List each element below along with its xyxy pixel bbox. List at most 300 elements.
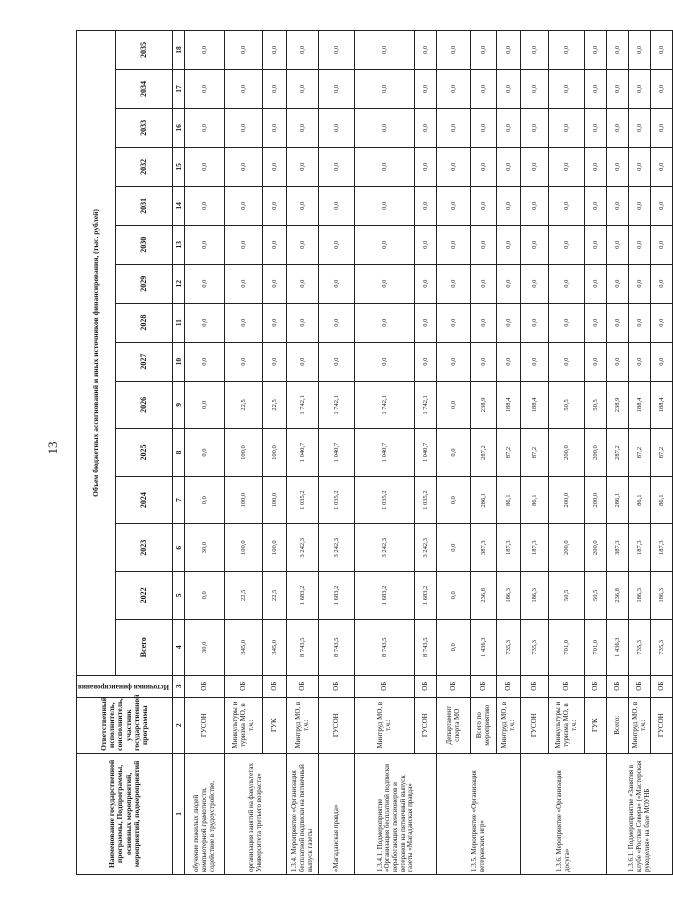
row-value: 22,5 [225, 381, 263, 429]
row-value: 8 743,5 [287, 619, 319, 675]
row-value: 0,0 [415, 303, 437, 342]
row-value: 0,0 [287, 264, 319, 303]
row-value: 0,0 [415, 264, 437, 303]
row-value: 0,0 [549, 225, 585, 264]
row-value: 0,0 [319, 264, 355, 303]
row-value: 0,0 [437, 186, 471, 225]
row-value: 0,0 [549, 31, 585, 70]
column-number: 5 [173, 572, 185, 620]
table-row [629, 31, 651, 875]
header-year: 2024 [116, 476, 173, 524]
row-value: 100,0 [263, 476, 287, 524]
row-value: 50,5 [549, 381, 585, 429]
row-value: 0,0 [497, 225, 521, 264]
row-value: 0,0 [471, 186, 497, 225]
row-value: 22,5 [225, 572, 263, 620]
row-value: 0,0 [319, 69, 355, 108]
row-value: 238,9 [471, 381, 497, 429]
row-value: 0,0 [607, 342, 629, 381]
row-value: 0,0 [319, 342, 355, 381]
row-value: 186,3 [629, 572, 651, 620]
row-value: 0,0 [607, 186, 629, 225]
row-value: 188,4 [521, 381, 549, 429]
row-value: 387,3 [471, 524, 497, 572]
row-value: 0,0 [585, 108, 607, 147]
row-executor: ГУСОН [185, 697, 225, 753]
column-number: 11 [173, 303, 185, 342]
column-number: 12 [173, 264, 185, 303]
table-row [549, 31, 585, 875]
row-value: 1 040,7 [287, 429, 319, 477]
row-value: 3 242,3 [319, 524, 355, 572]
row-value: 188,4 [651, 381, 673, 429]
row-value: 50,5 [585, 572, 607, 620]
column-number: 13 [173, 225, 185, 264]
row-value: 0,0 [355, 303, 415, 342]
row-value: 22,5 [263, 572, 287, 620]
row-value: 200,0 [585, 429, 607, 477]
row-value: 200,0 [549, 476, 585, 524]
row-value: 0,0 [437, 303, 471, 342]
row-value: 0,0 [585, 186, 607, 225]
row-value: 735,3 [497, 619, 521, 675]
row-value: 0,0 [651, 69, 673, 108]
header-year: 2023 [116, 524, 173, 572]
column-number: 6 [173, 524, 185, 572]
row-value: 0,0 [437, 108, 471, 147]
row-value: 0,0 [319, 108, 355, 147]
row-source: ОБ [319, 675, 355, 697]
row-value: 0,0 [355, 186, 415, 225]
table-row [225, 31, 263, 875]
row-value: 50,5 [549, 572, 585, 620]
row-value: 0,0 [549, 108, 585, 147]
row-value: 188,4 [629, 381, 651, 429]
row-value: 0,0 [225, 69, 263, 108]
header-year: 2032 [116, 147, 173, 186]
row-value: 0,0 [497, 31, 521, 70]
row-value: 200,0 [549, 429, 585, 477]
row-value: 0,0 [319, 225, 355, 264]
table-row [287, 31, 319, 875]
row-executor: Минтруд МО, в т.ч.: [629, 697, 651, 753]
column-number: 14 [173, 186, 185, 225]
row-value: 0,0 [607, 69, 629, 108]
row-value: 86,1 [629, 476, 651, 524]
column-number: 9 [173, 381, 185, 429]
header-year: 2030 [116, 225, 173, 264]
row-value: 0,0 [287, 225, 319, 264]
row-value: 1 742,1 [287, 381, 319, 429]
row-value: 0,0 [437, 619, 471, 675]
header-year: 2035 [116, 31, 173, 70]
column-number: 8 [173, 429, 185, 477]
row-source: ОБ [355, 675, 415, 697]
row-value: 187,3 [651, 524, 673, 572]
row-value: 236,8 [471, 572, 497, 620]
row-value: 0,0 [437, 264, 471, 303]
row-value: 0,0 [355, 31, 415, 70]
row-value: 0,0 [437, 342, 471, 381]
row-value: 0,0 [415, 342, 437, 381]
row-value: 0,0 [225, 264, 263, 303]
row-executor: Минтруд МО, в т.ч.: [497, 697, 521, 753]
table-row [185, 31, 225, 875]
column-numbers-row [173, 31, 185, 875]
row-value: 87,2 [497, 429, 521, 477]
row-value: 0,0 [651, 303, 673, 342]
row-value: 0,0 [629, 186, 651, 225]
row-value: 0,0 [629, 303, 651, 342]
row-executor: Всего: [607, 697, 629, 753]
header-name: Наименование государственной программы, Подпрограммы, основных мероприятий, мероприятий, подмероприятий [77, 753, 173, 874]
row-value: 0,0 [629, 31, 651, 70]
row-value: 1 035,2 [319, 476, 355, 524]
row-value: 0,0 [185, 303, 225, 342]
row-value: 0,0 [471, 225, 497, 264]
row-value: 0,0 [225, 31, 263, 70]
row-value: 0,0 [437, 225, 471, 264]
row-value: 735,3 [629, 619, 651, 675]
row-source: ОБ [263, 675, 287, 697]
row-value: 0,0 [471, 69, 497, 108]
row-value: 238,9 [607, 381, 629, 429]
row-value: 0,0 [287, 31, 319, 70]
row-value: 0,0 [521, 264, 549, 303]
row-value: 0,0 [263, 264, 287, 303]
row-value: 87,2 [629, 429, 651, 477]
row-value: 0,0 [437, 572, 471, 620]
row-value: 0,0 [521, 342, 549, 381]
row-value: 1 436,3 [471, 619, 497, 675]
row-value: 0,0 [607, 31, 629, 70]
row-name: 1.3.5. Мероприятие «Организация ветеранских игр» [437, 753, 521, 874]
header-year: 2022 [116, 572, 173, 620]
header-year: 2028 [116, 303, 173, 342]
row-value: 0,0 [629, 264, 651, 303]
row-value: 0,0 [651, 186, 673, 225]
row-value: 0,0 [185, 147, 225, 186]
row-value: 0,0 [521, 69, 549, 108]
row-value: 0,0 [585, 31, 607, 70]
row-value: 1 742,1 [319, 381, 355, 429]
row-value: 0,0 [607, 147, 629, 186]
row-value: 1 742,1 [415, 381, 437, 429]
row-value: 0,0 [437, 429, 471, 477]
row-value: 22,5 [263, 381, 287, 429]
row-value: 86,1 [521, 476, 549, 524]
header-executor: Ответственный исполнитель, соисполнитель, участник государственной программы [77, 697, 173, 753]
row-value: 0,0 [185, 264, 225, 303]
row-value: 200,0 [585, 476, 607, 524]
row-value: 0,0 [497, 186, 521, 225]
row-executor: ГУК [263, 697, 287, 753]
row-value: 0,0 [225, 225, 263, 264]
header-year: 2034 [116, 69, 173, 108]
row-value: 0,0 [549, 342, 585, 381]
row-value: 0,0 [497, 342, 521, 381]
column-number: 1 [173, 753, 185, 874]
row-executor: ГУСОН [319, 697, 355, 753]
row-executor: ГУСОН [415, 697, 437, 753]
row-value: 0,0 [521, 147, 549, 186]
row-value: 0,0 [437, 147, 471, 186]
row-value: 0,0 [651, 342, 673, 381]
row-value: 200,0 [549, 524, 585, 572]
row-value: 0,0 [471, 31, 497, 70]
row-value: 0,0 [185, 476, 225, 524]
row-source: ОБ [651, 675, 673, 697]
row-value: 0,0 [651, 225, 673, 264]
table-row [521, 31, 549, 875]
column-number: 7 [173, 476, 185, 524]
row-source: ОБ [225, 675, 263, 697]
row-value: 0,0 [225, 108, 263, 147]
row-executor: Минтруд МО, в т.ч.: [355, 697, 415, 753]
row-value: 0,0 [549, 147, 585, 186]
row-value: 87,2 [521, 429, 549, 477]
row-value: 0,0 [521, 303, 549, 342]
row-name: 1.3.4.1. Подмероприятие «Организация бесплатной подписки неработающих пенсионеров и ветеранов на пятничный выпуск газеты «Магаданская правда» [355, 753, 437, 874]
row-value: 186,3 [651, 572, 673, 620]
header-total: Всего [116, 619, 173, 675]
row-value: 0,0 [355, 108, 415, 147]
row-value: 735,3 [521, 619, 549, 675]
row-value: 0,0 [319, 186, 355, 225]
row-value: 735,3 [651, 619, 673, 675]
row-value: 1 742,1 [355, 381, 415, 429]
row-value: 1 035,2 [355, 476, 415, 524]
row-name: обучение пожилых людей компьютерной грамотности, содействие в трудоустройстве, [185, 753, 225, 874]
row-value: 100,0 [263, 429, 287, 477]
row-value: 0,0 [629, 342, 651, 381]
row-value: 0,0 [607, 264, 629, 303]
row-value: 86,1 [497, 476, 521, 524]
table-row [437, 31, 471, 875]
column-number: 4 [173, 619, 185, 675]
row-executor: Департамент спорта МО [437, 697, 471, 753]
budget-table [76, 30, 673, 875]
row-source: ОБ [521, 675, 549, 697]
row-value: 0,0 [287, 108, 319, 147]
row-value: 0,0 [263, 225, 287, 264]
column-number: 10 [173, 342, 185, 381]
row-value: 701,0 [585, 619, 607, 675]
row-value: 3 242,3 [415, 524, 437, 572]
rotated-table-container [76, 30, 666, 875]
table-body [185, 31, 673, 875]
row-value: 3 242,3 [287, 524, 319, 572]
row-value: 0,0 [437, 381, 471, 429]
row-value: 0,0 [497, 303, 521, 342]
row-name: «Магаданская правда» [319, 753, 355, 874]
row-value: 0,0 [263, 186, 287, 225]
header-year: 2031 [116, 186, 173, 225]
column-number: 17 [173, 69, 185, 108]
row-value: 0,0 [521, 225, 549, 264]
row-value: 200,0 [585, 524, 607, 572]
table-row [607, 31, 629, 875]
row-value: 100,0 [225, 524, 263, 572]
row-value: 0,0 [521, 186, 549, 225]
row-value: 1 035,2 [415, 476, 437, 524]
row-value: 0,0 [185, 342, 225, 381]
row-value: 0,0 [415, 186, 437, 225]
row-value: 0,0 [263, 69, 287, 108]
row-value: 0,0 [263, 31, 287, 70]
row-value: 0,0 [263, 147, 287, 186]
row-value: 0,0 [437, 69, 471, 108]
row-value: 0,0 [437, 31, 471, 70]
row-executor: ГУК [585, 697, 607, 753]
row-executor: Минкультуры и туризма МО, в т.ч.: [549, 697, 585, 753]
header-volume: Объем бюджетных ассигнований и иных источников финансирования, (тыс. рублей) [77, 31, 116, 676]
row-value: 186,3 [497, 572, 521, 620]
table-row [471, 31, 497, 875]
row-value: 0,0 [651, 264, 673, 303]
row-value: 0,0 [585, 225, 607, 264]
row-name: организация занятий на факультетах Университета третьего возраста» [225, 753, 287, 874]
row-value: 1 040,7 [319, 429, 355, 477]
header-year: 2029 [116, 264, 173, 303]
column-number: 16 [173, 108, 185, 147]
row-value: 287,2 [471, 429, 497, 477]
row-source: ОБ [497, 675, 521, 697]
row-value: 30,0 [185, 619, 225, 675]
row-value: 0,0 [549, 303, 585, 342]
row-executor: Всего по мероприятию [471, 697, 497, 753]
row-value: 0,0 [629, 108, 651, 147]
table-row [415, 31, 437, 875]
row-value: 0,0 [287, 186, 319, 225]
row-value: 0,0 [521, 31, 549, 70]
row-executor: ГУСОН [651, 697, 673, 753]
header-year: 2033 [116, 108, 173, 147]
row-source: ОБ [415, 675, 437, 697]
row-value: 0,0 [651, 31, 673, 70]
row-value: 1 040,7 [415, 429, 437, 477]
row-executor: Минкультуры и туризма МО, в т.ч.: [225, 697, 263, 753]
column-number: 15 [173, 147, 185, 186]
row-source: ОБ [629, 675, 651, 697]
table-row [585, 31, 607, 875]
row-value: 287,2 [607, 429, 629, 477]
row-value: 0,0 [225, 303, 263, 342]
row-value: 0,0 [471, 264, 497, 303]
row-value: 1 436,3 [607, 619, 629, 675]
row-value: 0,0 [607, 108, 629, 147]
page-number: 13 [45, 441, 60, 455]
row-value: 0,0 [607, 225, 629, 264]
row-value: 0,0 [319, 303, 355, 342]
row-value: 0,0 [549, 264, 585, 303]
header-source [77, 675, 173, 697]
row-value: 1 040,7 [355, 429, 415, 477]
row-value: 0,0 [651, 108, 673, 147]
row-source: ОБ [607, 675, 629, 697]
row-value: 0,0 [415, 147, 437, 186]
row-value: 0,0 [415, 31, 437, 70]
table-row [263, 31, 287, 875]
row-value: 0,0 [585, 342, 607, 381]
row-name: 1.3.6. Мероприятие «Организация досуга» [521, 753, 607, 874]
row-value: 1 683,2 [415, 572, 437, 620]
row-value: 0,0 [497, 147, 521, 186]
table-row [497, 31, 521, 875]
row-value: 186,3 [521, 572, 549, 620]
header-year: 2025 [116, 429, 173, 477]
row-value: 0,0 [437, 476, 471, 524]
row-value: 8 743,5 [319, 619, 355, 675]
row-value: 0,0 [415, 225, 437, 264]
row-executor: Минтруд МО, в т.ч.: [287, 697, 319, 753]
row-source: ОБ [471, 675, 497, 697]
row-value: 0,0 [263, 303, 287, 342]
row-source: ОБ [287, 675, 319, 697]
header-year: 2026 [116, 381, 173, 429]
row-name: 1.3.4. Мероприятие «Организация бесплатной подписки на пятничный выпуск газеты [287, 753, 319, 874]
row-value: 0,0 [185, 31, 225, 70]
row-value: 0,0 [585, 147, 607, 186]
row-value: 0,0 [585, 264, 607, 303]
row-value: 187,3 [521, 524, 549, 572]
row-value: 0,0 [549, 186, 585, 225]
row-name: 1.3.6.1. Подмероприятие «Занятия в клубе «Ростки Севера» («Мастерская рукоделия» на базе МОУНБ [607, 753, 673, 874]
table-row [355, 31, 415, 875]
row-value: 1 035,2 [287, 476, 319, 524]
header-source-label: Источники финансирования [78, 683, 169, 692]
row-value: 0,0 [319, 31, 355, 70]
row-value: 0,0 [185, 225, 225, 264]
row-value: 0,0 [185, 69, 225, 108]
row-value: 0,0 [521, 108, 549, 147]
row-value: 8 743,5 [355, 619, 415, 675]
row-value: 0,0 [415, 69, 437, 108]
row-value: 0,0 [549, 69, 585, 108]
row-value: 0,0 [651, 147, 673, 186]
row-value: 0,0 [287, 69, 319, 108]
row-value: 1 683,2 [319, 572, 355, 620]
row-value: 0,0 [355, 147, 415, 186]
row-value: 0,0 [629, 147, 651, 186]
row-value: 0,0 [185, 572, 225, 620]
row-value: 0,0 [585, 69, 607, 108]
row-value: 100,0 [225, 429, 263, 477]
row-value: 188,4 [497, 381, 521, 429]
row-value: 0,0 [263, 342, 287, 381]
row-value: 0,0 [185, 381, 225, 429]
row-value: 0,0 [497, 69, 521, 108]
row-value: 0,0 [471, 147, 497, 186]
row-value: 0,0 [629, 225, 651, 264]
row-value: 0,0 [497, 108, 521, 147]
column-number: 2 [173, 697, 185, 753]
row-value: 0,0 [437, 524, 471, 572]
row-value: 0,0 [185, 429, 225, 477]
row-value: 1 683,2 [355, 572, 415, 620]
row-value: 0,0 [287, 342, 319, 381]
row-value: 8 743,5 [415, 619, 437, 675]
row-value: 0,0 [471, 342, 497, 381]
row-value: 0,0 [585, 303, 607, 342]
row-value: 0,0 [471, 108, 497, 147]
row-value: 0,0 [471, 303, 497, 342]
row-value: 100,0 [263, 524, 287, 572]
row-value: 0,0 [185, 108, 225, 147]
row-value: 0,0 [225, 342, 263, 381]
row-value: 0,0 [355, 225, 415, 264]
row-value: 87,2 [651, 429, 673, 477]
